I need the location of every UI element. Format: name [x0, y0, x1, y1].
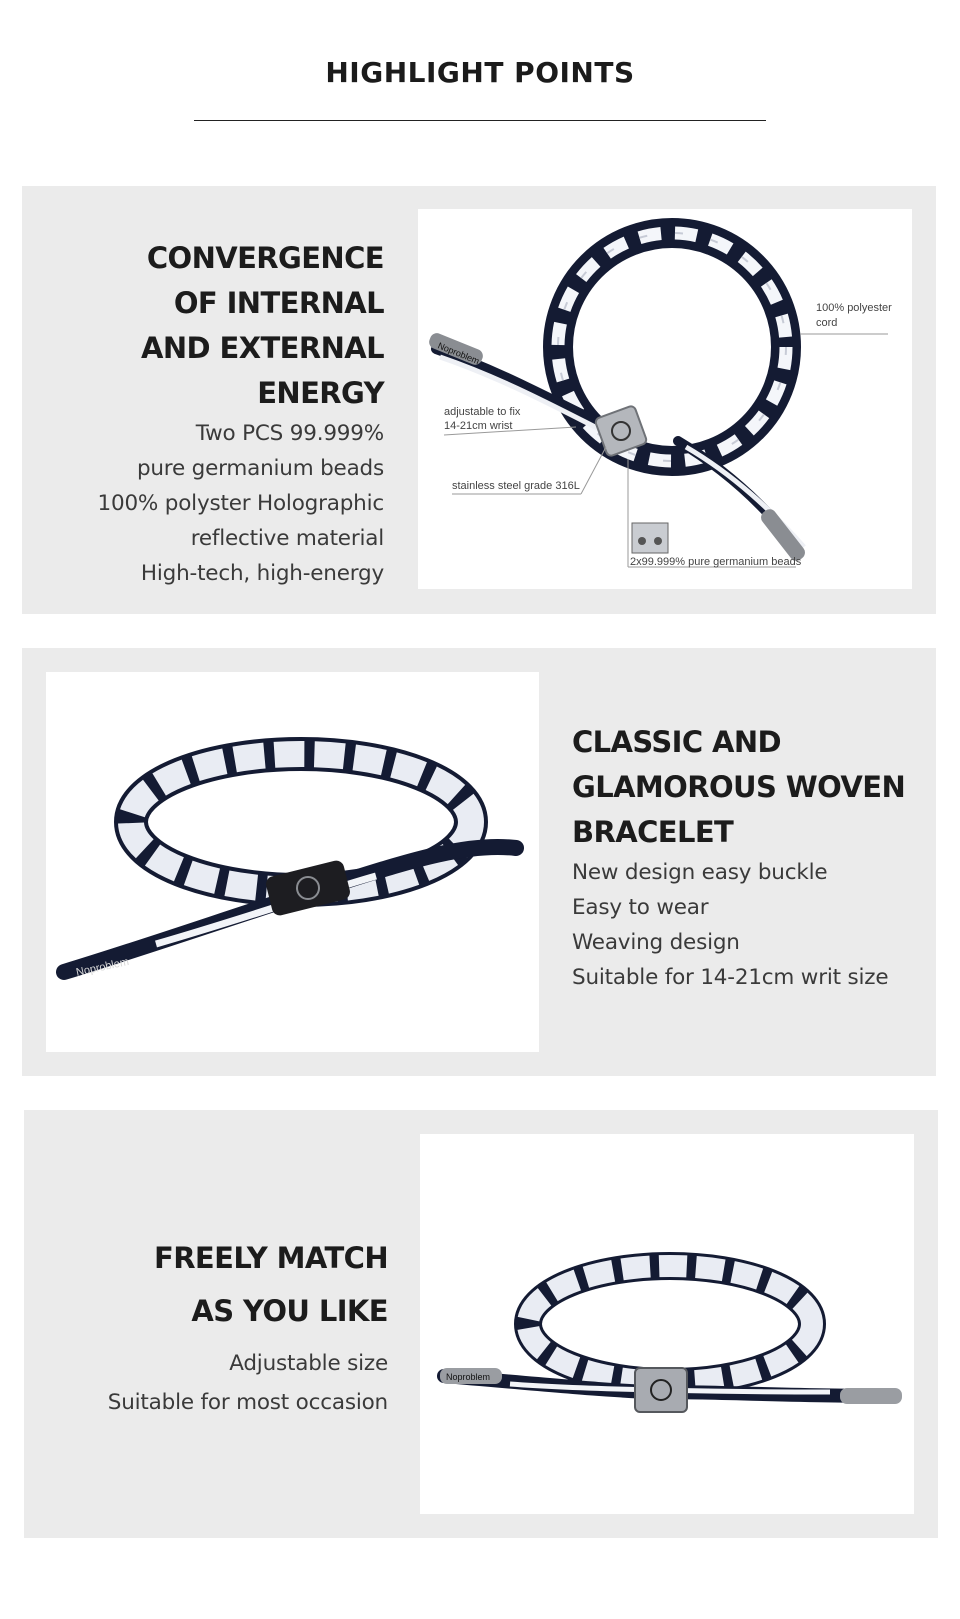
section-match-text [40, 1232, 388, 1422]
svg-text:Noproblem: Noproblem [446, 1372, 491, 1382]
svg-text:adjustable to fix: adjustable to fix [444, 406, 521, 418]
section-description: Two PCS 99.999% pure germanium beads 100% polyster Holographic reflective material High-tech, high-energy [97, 421, 384, 586]
svg-text:14-21cm wrist: 14-21cm wrist [444, 420, 513, 432]
svg-text:Noproblem: Noproblem [436, 340, 481, 367]
section-energy-text [30, 236, 384, 591]
section-woven-text [572, 720, 932, 995]
section-heading: CLASSIC AND GLAMOROUS WOVEN BRACELET [572, 725, 906, 849]
title-divider [194, 120, 766, 121]
bracelet-front-image [420, 1134, 914, 1514]
svg-text:100% polyester: 100% polyester [816, 302, 892, 314]
product-photo-diagram [418, 209, 912, 589]
section-heading: FREELY MATCH AS YOU LIKE [153, 1241, 388, 1328]
section-description: New design easy buckle Easy to wear Weaving design Suitable for 14-21cm writ size [572, 860, 889, 990]
svg-text:Noproblem: Noproblem [74, 955, 131, 979]
page-title: HIGHLIGHT POINTS [325, 56, 635, 89]
section-heading: CONVERGENCE OF INTERNAL AND EXTERNAL ENERGY [141, 241, 384, 410]
svg-text:2x99.999% pure germanium beads: 2x99.999% pure germanium beads [630, 556, 802, 568]
product-photo-woven [46, 672, 539, 1052]
section-description: Adjustable size Suitable for most occasion [107, 1351, 388, 1415]
bracelet-diagram-image [418, 209, 912, 589]
product-photo-adjustable [420, 1134, 914, 1514]
svg-text:stainless steel grade 316L: stainless steel grade 316L [452, 480, 580, 492]
svg-text:cord: cord [816, 317, 838, 329]
bracelet-side-image [46, 672, 539, 1052]
